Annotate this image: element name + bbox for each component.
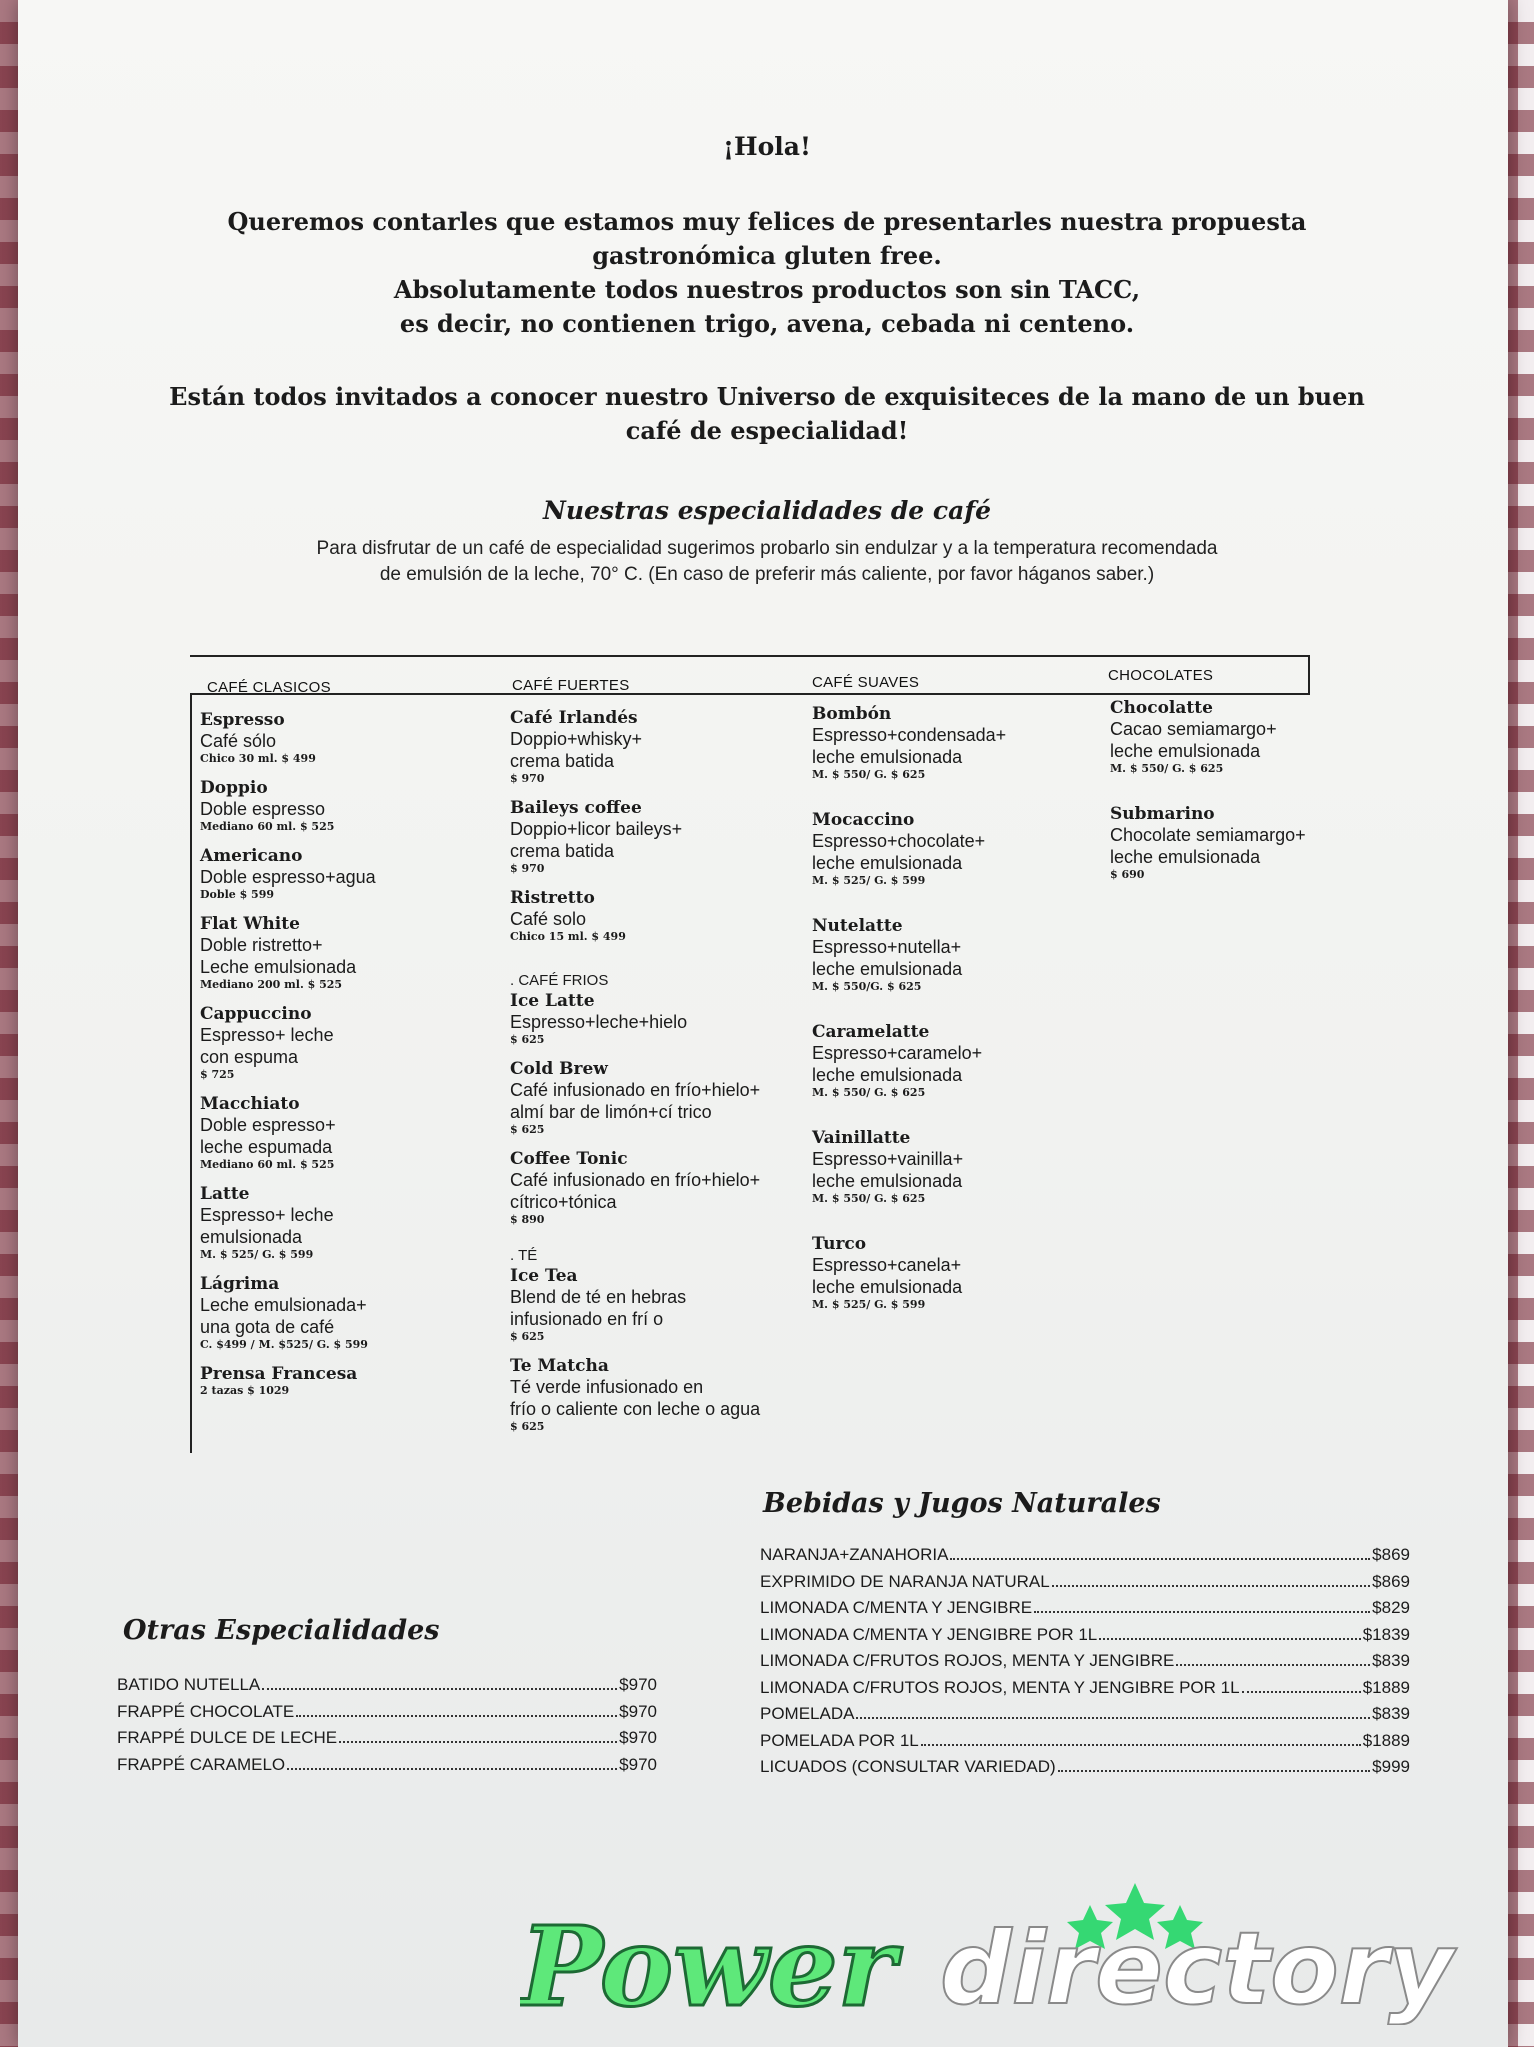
menu-item [510,1266,800,1344]
menu-item [510,708,800,786]
item-description: Espresso+canela+ [812,1255,962,1275]
item-description: Leche emulsionada+ [200,1295,367,1315]
price-label: LICUADOS (CONSULTAR VARIEDAD) [760,1757,1056,1776]
item-description: Doble espresso+agua [200,867,376,887]
item-description: con espuma [200,1047,299,1067]
dot-leader [1052,1585,1370,1587]
price-value: $1889 [1362,1677,1410,1697]
price-label: FRAPPÉ CHOCOLATE [117,1701,295,1721]
price-row [760,1678,1410,1705]
item-description: Chocolate semiamargo+ [1110,825,1306,845]
item-description: Café infusionado en frío+hielo+ [510,1080,761,1100]
price-row [760,1731,1410,1758]
item-description: una gota de café [200,1317,335,1337]
price-row [117,1702,657,1729]
dot-leader [287,1768,617,1770]
item-description: leche emulsionada [812,853,963,873]
item-price: M. $ 525/ G. $ 599 [812,874,926,887]
item-price: Chico 15 ml. $ 499 [510,930,626,943]
item-description: Espresso+vainilla+ [812,1149,964,1169]
menu-item [812,810,1102,888]
header-cafe-clasicos: CAFÉ CLASICOS [207,679,331,696]
item-price: M. $ 550/ G. $ 625 [1110,762,1224,775]
menu-item [200,914,490,992]
dot-leader [1176,1664,1370,1666]
header-cafe-fuertes: CAFÉ FUERTES [512,677,630,694]
menu-item [1110,804,1400,882]
price-label: LIMONADA C/FRUTOS ROJOS, MENTA Y JENGIBRE POR 1L [760,1677,1240,1697]
specialties-title: Nuestras especialidades de café [543,496,991,525]
price-label: LIMONADA C/MENTA Y JENGIBRE POR 1L [760,1624,1098,1644]
item-description: leche emulsionada [1110,741,1261,761]
menu-item [510,991,800,1047]
price-value: $839 [1372,1704,1410,1723]
item-description: Espresso+leche+hielo [510,1012,688,1032]
item-name: Te Matcha [510,1356,609,1376]
menu-item [200,1364,490,1398]
item-description: leche emulsionada [812,1171,963,1191]
dot-leader [296,1715,617,1717]
header-cafe-suaves: CAFÉ SUAVES [812,674,920,691]
item-price: $ 725 [200,1068,235,1081]
menu-item [510,798,800,876]
menu-item [812,1234,1102,1312]
item-description: Doble espresso+ [200,1115,336,1135]
item-name: Turco [812,1234,867,1254]
price-value: $1839 [1362,1624,1410,1644]
item-price: $ 625 [510,1420,545,1433]
price-value: $829 [1372,1598,1410,1617]
menu-item [510,888,800,944]
item-name: Cold Brew [510,1059,608,1079]
menu-item [200,1184,490,1262]
menu-item [200,846,490,902]
item-description: Café infusionado en frío+hielo+ [510,1170,761,1190]
item-description: Doble espresso [200,799,326,819]
price-row [760,1598,1410,1625]
item-name: Ice Tea [510,1266,578,1286]
item-price: M. $ 550/ G. $ 625 [812,768,926,781]
item-description: leche emulsionada [1110,847,1261,867]
dot-leader [262,1688,617,1690]
item-name: Ice Latte [510,991,595,1011]
menu-item [812,704,1102,782]
item-name: Lágrima [200,1274,280,1294]
item-price: Mediano 60 ml. $ 525 [200,820,335,833]
item-name: Chocolatte [1110,698,1213,718]
item-description: emulsionada [200,1227,303,1247]
item-name: Mocaccino [812,810,915,830]
menu-item [510,1149,800,1227]
item-name: Flat White [200,914,300,934]
item-description: Doppio+whisky+ [510,729,643,749]
item-price: 2 tazas $ 1029 [200,1384,290,1397]
item-description: almí bar de limón+cí trico [510,1102,712,1122]
price-row [760,1651,1410,1678]
item-name: Prensa Francesa [200,1364,358,1384]
dot-leader [921,1744,1361,1746]
item-name: Baileys coffee [510,798,642,818]
price-value: $970 [619,1701,657,1721]
column-chocolates [1110,698,1400,910]
dot-leader [950,1558,1370,1560]
price-value: $839 [1372,1651,1410,1670]
bebidas-title: Bebidas y Jugos Naturales [763,1488,1161,1519]
item-description: Blend de té en hebras [510,1287,687,1307]
item-name: Submarino [1110,804,1215,824]
item-name: Ristretto [510,888,595,908]
header-chocolates: CHOCOLATES [1108,667,1214,684]
menu-item [812,916,1102,994]
price-label: BATIDO NUTELLA [117,1675,261,1694]
menu-item [200,1004,490,1082]
menu-item [200,778,490,834]
item-name: Americano [200,846,303,866]
item-price: M. $ 550/ G. $ 625 [812,1192,926,1205]
price-row [117,1755,657,1782]
item-description: crema batida [510,841,615,861]
menu-item [1110,698,1400,776]
item-name: Cappuccino [200,1004,312,1024]
menu-item [510,1356,800,1434]
header-te: . TÉ [510,1247,538,1264]
item-description: leche espumada [200,1137,333,1157]
item-name: Doppio [200,778,268,798]
price-value: $999 [1372,1757,1410,1776]
item-description: crema batida [510,751,615,771]
price-row [760,1545,1410,1572]
item-name: Caramelatte [812,1022,930,1042]
item-price: M. $ 525/ G. $ 599 [812,1298,926,1311]
item-name: Nutelatte [812,916,903,936]
item-price: Chico 30 ml. $ 499 [200,752,316,765]
item-price: $ 890 [510,1213,545,1226]
column-cafe-clasicos [200,710,490,1410]
item-description: Café solo [510,909,587,929]
otras-price-list [117,1675,657,1781]
item-name: Café Irlandés [510,708,638,728]
specialties-note: Para disfrutar de un café de especialidad sugerimos probarlo sin endulzar y a la temperatura recomendada de emulsión de la leche, 70° C. (En caso de preferir más caliente, por favor háganos saber.) [316,538,1218,585]
item-price: $ 625 [510,1123,545,1136]
price-value: $970 [619,1754,657,1774]
price-row [760,1572,1410,1599]
item-description: Espresso+nutella+ [812,937,962,957]
menu-item [200,710,490,766]
item-description: Té verde infusionado en [510,1377,704,1397]
menu-item [510,1059,800,1137]
menu-item [812,1022,1102,1100]
price-value: $869 [1372,1571,1410,1591]
price-value: $869 [1372,1545,1410,1564]
dot-leader [339,1741,617,1743]
item-description: leche emulsionada [812,747,963,767]
item-description: frío o caliente con leche o agua [510,1399,761,1419]
price-label: FRAPPÉ CARAMELO [117,1754,286,1774]
item-description: leche emulsionada [812,1277,963,1297]
item-price: Mediano 200 ml. $ 525 [200,978,343,991]
menu-item [812,1128,1102,1206]
item-price: $ 625 [510,1033,545,1046]
watermark-power: Power [520,1902,896,2025]
item-description: Espresso+ leche [200,1205,334,1225]
item-description: cítrico+tónica [510,1192,617,1212]
dot-leader [1099,1638,1360,1640]
dot-leader [1242,1691,1361,1693]
menu-item [200,1094,490,1172]
price-row [117,1728,657,1755]
power-directory-watermark [520,1875,1520,2025]
item-name: Vainillatte [812,1128,911,1148]
item-price: M. $ 550/ G. $ 625 [812,1086,926,1099]
dot-leader [1034,1611,1370,1613]
intro-paragraph-1: Queremos contarles que estamos muy felices de presentarles nuestra propuesta gastronómica gluten free. Absolutamente todos nuestros productos son sin TACC, es decir, no contienen trigo, avena, cebada ni centeno. [227,207,1307,338]
item-description: infusionado en frí o [510,1309,664,1329]
price-label: LIMONADA C/MENTA Y JENGIBRE [760,1598,1033,1617]
item-price: $ 970 [510,772,545,785]
item-description: Café sólo [200,731,277,751]
price-label: POMELADA [760,1704,855,1723]
item-price: Mediano 60 ml. $ 525 [200,1158,335,1171]
item-description: Espresso+ leche [200,1025,334,1045]
intro-paragraph-2: Están todos invitados a conocer nuestro Universo de exquisiteces de la mano de un buen café de especialidad! [169,382,1365,445]
item-price: Doble $ 599 [200,888,275,901]
bebidas-price-list [760,1545,1410,1784]
otras-title: Otras Especialidades [123,1615,440,1646]
item-description: Espresso+caramelo+ [812,1043,983,1063]
item-name: Latte [200,1184,250,1204]
item-description: Doble ristretto+ [200,935,323,955]
price-label: FRAPPÉ DULCE DE LECHE [117,1728,338,1747]
price-row [117,1675,657,1702]
item-description: Leche emulsionada [200,957,357,977]
item-price: $ 970 [510,862,545,875]
item-price: C. $499 / M. $525/ G. $ 599 [200,1338,368,1351]
menu-item [200,1274,490,1352]
item-description: Espresso+condensada+ [812,725,1007,745]
price-label: LIMONADA C/FRUTOS ROJOS, MENTA Y JENGIBRE [760,1651,1175,1670]
item-description: leche emulsionada [812,959,963,979]
dot-leader [856,1717,1370,1719]
price-label: NARANJA+ZANAHORIA [760,1545,949,1564]
price-value: $970 [619,1728,657,1747]
item-price: M. $ 525/ G. $ 599 [200,1248,314,1261]
item-name: Macchiato [200,1094,300,1114]
column-cafe-fuertes [510,708,800,1446]
header-cafe-frios: . CAFÉ FRIOS [510,972,609,989]
item-price: M. $ 550/G. $ 625 [812,980,922,993]
item-name: Coffee Tonic [510,1149,628,1169]
item-description: Doppio+licor baileys+ [510,819,683,839]
price-row [760,1757,1410,1784]
item-price: $ 690 [1110,868,1145,881]
item-description: Cacao semiamargo+ [1110,719,1277,739]
price-row [760,1625,1410,1652]
dot-leader [1058,1770,1371,1772]
item-price: $ 625 [510,1330,545,1343]
menu-left-rule [190,695,192,1453]
item-description: leche emulsionada [812,1065,963,1085]
item-name: Espresso [200,710,285,730]
price-label: EXPRIMIDO DE NARANJA NATURAL [760,1571,1050,1591]
watermark-directory: directory [940,1910,1454,2025]
price-row [760,1704,1410,1731]
column-cafe-suaves [812,704,1102,1340]
item-description: Espresso+chocolate+ [812,831,986,851]
price-value: $1889 [1362,1730,1410,1750]
price-label: POMELADA POR 1L [760,1730,919,1750]
price-value: $970 [619,1675,657,1694]
item-name: Bombón [812,704,892,724]
greeting: ¡Hola! [723,132,811,161]
